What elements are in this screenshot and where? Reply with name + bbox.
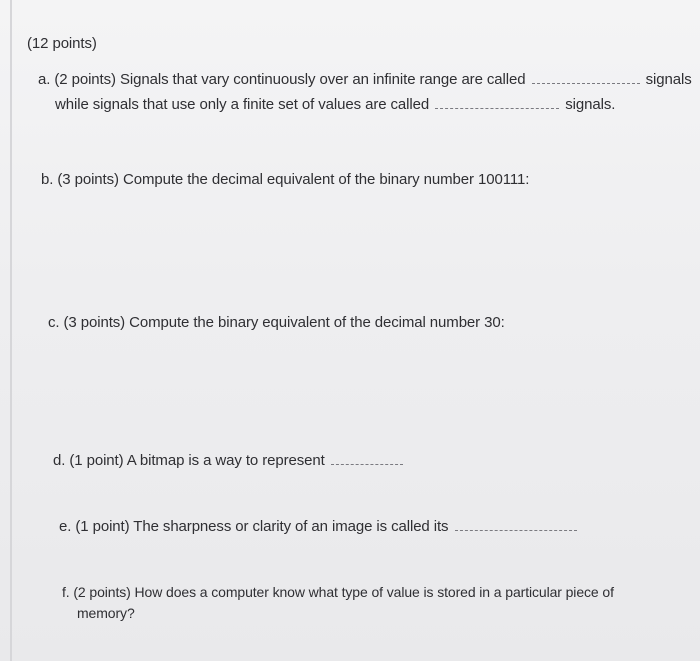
question-a-suffix-2: signals. bbox=[565, 96, 616, 113]
question-f-line2: memory? bbox=[77, 605, 135, 621]
question-d-line bbox=[53, 452, 405, 469]
total-points-heading: (12 points) bbox=[27, 35, 97, 52]
question-a-text: a. (2 points) Signals that vary continuously over an infinite range are called bbox=[38, 71, 526, 88]
question-c: c. (3 points) Compute the binary equivalent of the decimal number 30: bbox=[48, 314, 505, 331]
question-a-line2 bbox=[55, 96, 615, 113]
question-a-line1 bbox=[38, 71, 692, 88]
question-e-line bbox=[59, 518, 579, 535]
question-f-line1: f. (2 points) How does a computer know what type of value is stored in a particular piece of bbox=[62, 584, 614, 600]
page-edge bbox=[10, 0, 12, 661]
question-a-blank-2[interactable] bbox=[435, 96, 559, 109]
question-d-text: d. (1 point) A bitmap is a way to represent bbox=[53, 452, 325, 469]
question-a-text-2: while signals that use only a finite set of values are called bbox=[55, 96, 430, 113]
question-d-blank[interactable] bbox=[331, 452, 403, 465]
question-a-blank-1[interactable] bbox=[532, 71, 640, 84]
question-a-suffix-1: signals bbox=[645, 71, 692, 88]
question-e-blank[interactable] bbox=[455, 518, 577, 531]
question-b: b. (3 points) Compute the decimal equivalent of the binary number 100111: bbox=[41, 171, 530, 188]
question-e-text: e. (1 point) The sharpness or clarity of an image is called its bbox=[59, 518, 449, 535]
